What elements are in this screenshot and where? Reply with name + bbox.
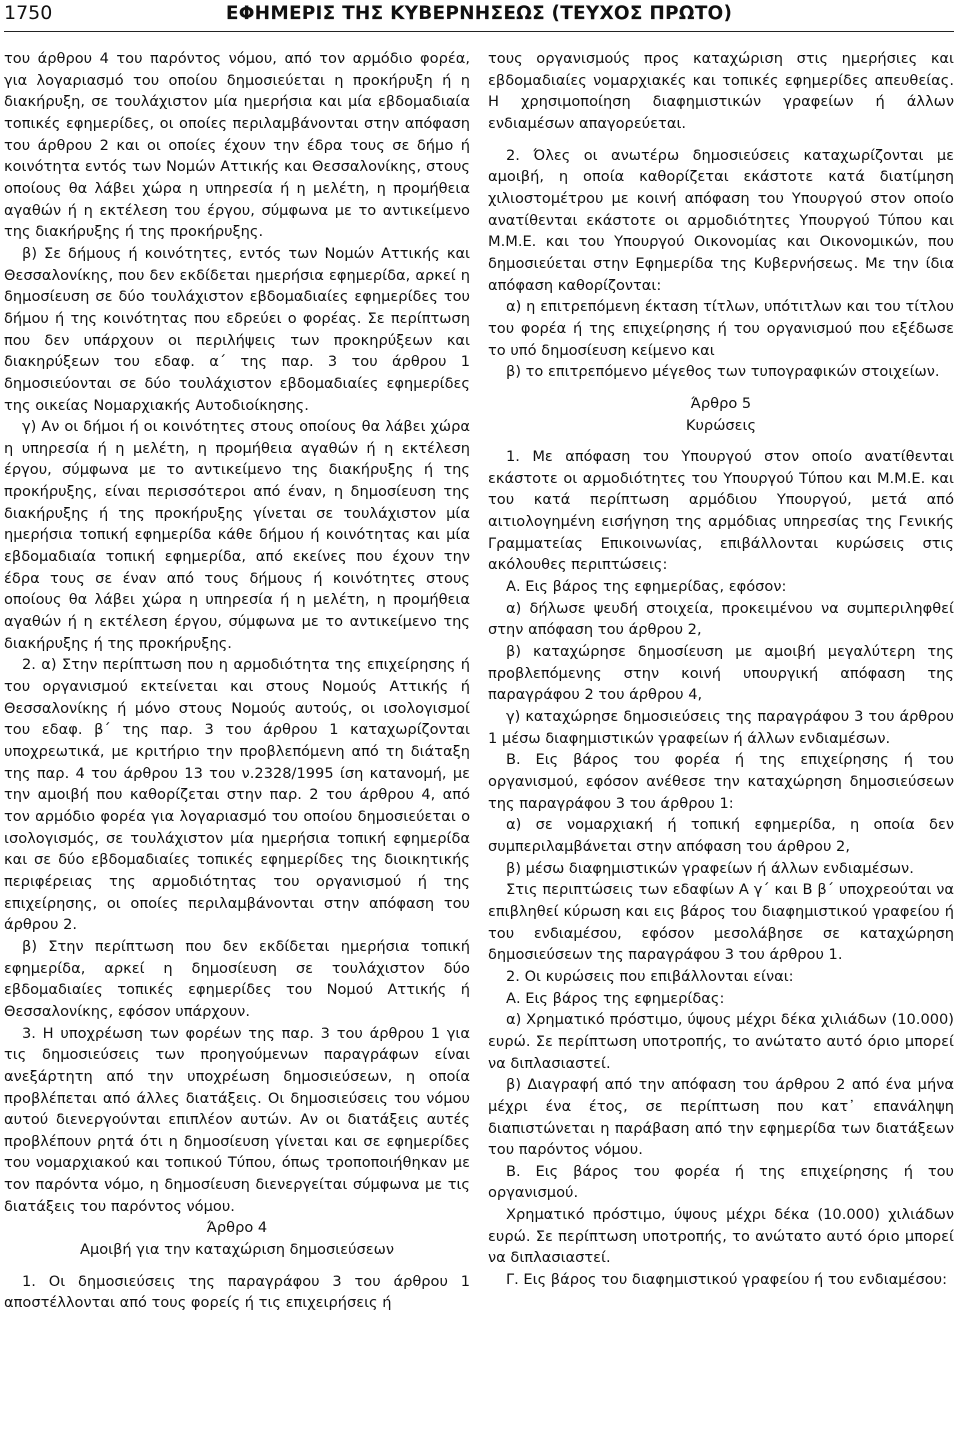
- paragraph: Γ. Εις βάρος του διαφημιστικού γραφείου ή του ενδιαμέσου:: [506, 1271, 947, 1289]
- paragraph: β) καταχώρησε δημοσίευση με αμοιβή μεγαλύτερη της προβλεπόμενης στην κοινή υπουργική απόφαση της παραγράφου 2 του άρθρου 4,: [488, 643, 954, 704]
- article-5-title: Κυρώσεις: [685, 416, 757, 434]
- paragraph: 2. α) Στην περίπτωση που η αρμοδιότητα της επιχείρησης ή του οργανισμού εκτείνεται και στους Νομούς Αττικής ή Θεσσαλονίκης ή μόνο στους Νομούς αυτούς, οι ισολογισμοί του εδαφ. β΄ της παρ. 3 του άρθρου 1 καταχωρίζονται υποχρεωτικά, με κριτήριο την προβλεπόμενη από τη διάταξη της παρ. 4 του άρθρου 13 του ν.2328/1995 ίση κατανομή, με την αμοιβή που καθορίζεται στην παρ. 2 του άρθρου 4, από τον αρμόδιο φορέα για λογαριασμό του οποίου δημοσιεύεται ο ισολογισμός, σε τουλάχιστον μία ημερήσια τοπική εφημερίδα και σε δύο εβδομαδιαίες τοπικές εφημερίδες της διοικητικής περιφέρειας της αρμοδιότητας του οργανισμού ή της επιχείρησης, οι οποίες περιλαμβάνονται στην απόφαση του άρθρου 2.: [4, 656, 470, 934]
- paragraph: α) η επιτρεπόμενη έκταση τίτλων, υπότιτλων και του τίτλου του φορέα ή της επιχείρησης ή του οργανισμού που εξέδωσε το υπό δημοσίευση κείμενο και: [488, 298, 954, 359]
- page-header: [4, 0, 954, 32]
- paragraph: 3. Η υποχρέωση των φορέων της παρ. 3 του άρθρου 1 για τις δημοσιεύσεις των προηγούμενων παραγράφων είναι ανεξάρτητη από την υποχρέωση δημοσιεύσεων, η οποία προβλέπεται από άλλες διατάξεις. Οι δημοσιεύσεις του νόμου αυτού διενεργούνται επιπλέον αυτών. Αν οι διατάξεις αυτές προβλέπουν ρητά ότι η δημοσίευση γίνεται και σε εφημερίδες του νομαρχιακού και τοπικού Τύπου, όπως τροποποιήθηκαν με τον παρόντα νόμο, η δημοσίευση διενεργείται σύμφωνα με τις διατάξεις του παρόντος νόμου.: [4, 1024, 470, 1215]
- paragraph: γ) Αν οι δήμοι ή οι κοινότητες στους οποίους θα λάβει χώρα η υπηρεσία ή η μελέτη, η προμήθεια αγαθών ή η εκτέλεση έργου, σύμφωνα με το αντικείμενο της διακήρυξης ή της προκήρυξης, είναι περισσότεροι από έναν, η δημοσίευση της διακήρυξης ή της προκήρυξης γίνεται σε τουλάχιστον μία ημερήσια τοπική εφημερίδα κάθε δήμου ή κοινότητας και μία εβδομαδιαία τοπική εφημερίδα, από εκείνες που έχουν την έδρα τους σε έναν από τους δήμους ή κοινότητες στους οποίους θα λάβει χώρα η υπηρεσία ή η μελέτη, η προμήθεια αγαθών ή η εκτέλεση έργου, σύμφωνα με το αντικείμενο της διακήρυξης ή της προκήρυξης.: [4, 418, 470, 652]
- paragraph: β) το επιτρεπόμενο μέγεθος των τυπογραφικών στοιχείων.: [506, 363, 940, 381]
- paragraph: 2. Οι κυρώσεις που επιβάλλονται είναι:: [506, 967, 794, 985]
- paragraph: Στις περιπτώσεις των εδαφίων Α γ΄ και Β β΄ υποχρεούται να επιβληθεί κύρωση και εις βάρος του διαφημιστικού γραφείου ή του ενδιαμέσου, εφόσον μεσολάβησε σε καταχώρηση δημοσιεύσεων της παραγράφου 3 του άρθρου 1.: [488, 881, 954, 964]
- paragraph: γ) καταχώρησε δημοσιεύσεις της παραγράφου 3 του άρθρου 1 μέσω διαφημιστικών γραφείων ή άλλων ενδιαμέσων.: [488, 708, 954, 747]
- paragraph: β) μέσω διαφημιστικών γραφείων ή άλλων ενδιαμέσων.: [506, 859, 914, 877]
- paragraph: β) Διαγραφή από την απόφαση του άρθρου 2 από ένα μήνα μέχρι ένα έτος, σε περίπτωση που κατ᾽ επανάληψη διαπιστώνεται η παράβαση από την εφημερίδα των διατάξεων του παρόντος νόμου.: [488, 1076, 954, 1159]
- paragraph: 2. Όλες οι ανωτέρω δημοσιεύσεις καταχωρίζονται με αμοιβή, η οποία καθορίζεται εκάστοτε κατά διατίμηση χιλιοστομέτρου με κοινή απόφαση του Υπουργού στον οποίο ανατίθενται εκάστοτε οι αρμοδιότητες Υπουργού Τύπου και Μ.Μ.Ε. και του Υπουργού Οικονομίας και Οικονομικών, που δημοσιεύεται στην Εφημερίδα της Κυβερνήσεως. Με την ίδια απόφαση καθορίζονται:: [488, 146, 954, 294]
- paragraph: του άρθρου 4 του παρόντος νόμου, από τον αρμόδιο φορέα, για λογαριασμό του οποίου δημοσιεύεται η προκήρυξη ή η διακήρυξη, σε τουλάχιστον μία ημερήσια και μία εβδομαδιαία τοπικές εφημερίδες, οι οποίες περιλαμβάνονται στην απόφαση του άρθρου 2 και οι οποίες έχουν την έδρα τους σε δήμο ή κοινότητα εντός των Νομών Αττικής και Θεσσαλονίκης, στους οποίους θα λάβει χώρα η υπηρεσία ή η μελέτη, η προμήθεια αγαθών ή η εκτέλεση του έργου, σύμφωνα με το αντικείμενο της διακήρυξης ή της προκήρυξης.: [4, 50, 470, 241]
- article-4-label: Άρθρο 4: [206, 1219, 268, 1237]
- paragraph: Β. Εις βάρος του φορέα ή της επιχείρησης ή του οργανισμού.: [488, 1162, 954, 1202]
- paragraph: Α. Εις βάρος της εφημερίδας:: [506, 989, 725, 1007]
- paragraph: α) δήλωσε ψευδή στοιχεία, προκειμένου να συμπεριληφθεί στην απόφαση του άρθρου 2,: [488, 599, 954, 639]
- page-number: 1750: [4, 2, 53, 24]
- paragraph: α) σε νομαρχιακή ή τοπική εφημερίδα, η οποία δεν συμπεριλαμβάνεται στην απόφαση του άρθρου 2,: [488, 816, 954, 855]
- paragraph: α) Χρηματικό πρόστιμο, ύψους μέχρι δέκα χιλιάδων (10.000) ευρώ. Σε περίπτωση υποτροπής, το ανώτατο αυτό όριο μπορεί να διπλασιαστεί.: [488, 1011, 954, 1072]
- article-4-title: Αμοιβή για την καταχώριση δημοσιεύσεων: [79, 1241, 395, 1259]
- article-5-label: Άρθρο 5: [690, 394, 752, 412]
- paragraph: β) Σε δήμους ή κοινότητες, εντός των Νομών Αττικής και Θεσσαλονίκης, που δεν εκδίδεται ημερήσια εφημερίδα, αρκεί η δημοσίευση σε δύο τουλάχιστον εβδομαδιαίες εφημερίδες του δήμου ή της κοινότητας που εδρεύει ο φορέας. Σε περίπτωση που δεν υπάρχουν οι περιλήψεις των προκηρύξεων και διακηρύξεων του εδαφ. α΄ της παρ. 3 του άρθρου 1 δημοσιεύονται σε δύο τουλάχιστον εβδομαδιαίες εφημερίδες της οικείας Νομαρχιακής Αυτοδιοίκησης.: [4, 244, 470, 414]
- paragraph: 1. Οι δημοσιεύσεις της παραγράφου 3 του άρθρου 1 αποστέλλονται από τους φορείς ή τις επιχειρήσεις ή: [4, 1272, 470, 1312]
- running-title: ΕΦΗΜΕΡΙΣ ΤΗΣ ΚΥΒΕΡΝΗΣΕΩΣ (ΤΕΥΧΟΣ ΠΡΩΤΟ): [225, 3, 733, 24]
- paragraph: Χρηματικό πρόστιμο, ύψους μέχρι δέκα (10.000) χιλιάδων ευρώ. Σε περίπτωση υποτροπής, το ανώτατο αυτό όριο μπορεί να διπλασιαστεί.: [488, 1206, 954, 1267]
- right-column: [488, 48, 954, 1314]
- text-columns: [4, 48, 954, 1314]
- paragraph: τους οργανισμούς προς καταχώριση στις ημερήσιες και εβδομαδιαίες νομαρχιακές και τοπικές εφημερίδες απευθείας. Η χρησιμοποίηση διαφημιστικών γραφείων ή άλλων ενδιαμέσων απαγορεύεται.: [488, 50, 954, 132]
- left-column: [4, 48, 470, 1314]
- paragraph: Α. Εις βάρος της εφημερίδας, εφόσον:: [506, 578, 787, 596]
- paragraph: Β. Εις βάρος του φορέα ή της επιχείρησης ή του οργανισμού, εφόσον ανέθεσε την καταχώρηση δημοσιεύσεων της παραγράφου 3 του άρθρου 1:: [488, 751, 954, 812]
- paragraph: 1. Με απόφαση του Υπουργού στον οποίο ανατίθενται εκάστοτε οι αρμοδιότητες του Υπουργού Τύπου και Μ.Μ.Ε. και του κατά περίπτωση αρμόδιου Υπουργού, μετά από αιτιολογημένη εισήγηση της αρμόδιας υπηρεσίας της Γενικής Γραμματείας Επικοινωνίας, επιβάλλονται κυρώσεις στις ακόλουθες περιπτώσεις:: [488, 448, 954, 574]
- paragraph: β) Στην περίπτωση που δεν εκδίδεται ημερήσια τοπική εφημερίδα, αρκεί η δημοσίευση σε τουλάχιστον δύο εβδομαδιαίες τοπικές εφημερίδες του Νομού Αττικής ή Θεσσαλονίκης, εφόσον υπάρχουν.: [4, 937, 470, 1020]
